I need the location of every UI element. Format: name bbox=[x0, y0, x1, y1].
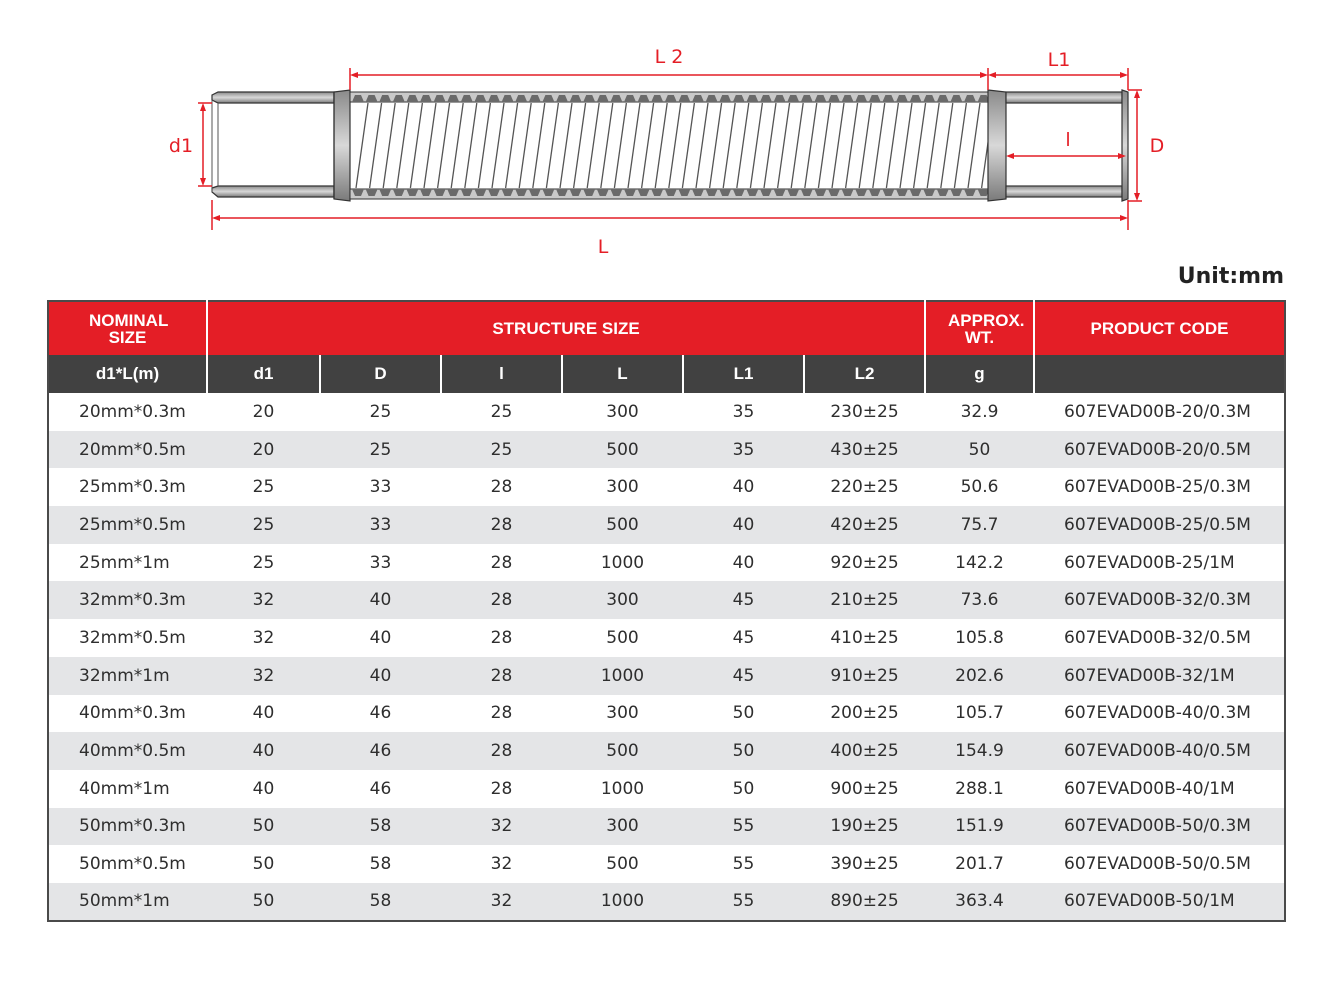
cell-weight: 105.8 bbox=[925, 619, 1034, 657]
column-header: d1 bbox=[207, 355, 320, 393]
corrugated-bellows bbox=[350, 92, 994, 199]
helix-line bbox=[574, 103, 586, 188]
helix-line bbox=[927, 103, 939, 188]
dim-label-d1: d1 bbox=[168, 135, 194, 157]
cell-length: 500 bbox=[562, 732, 683, 770]
cell-l: 25 bbox=[441, 431, 562, 469]
cell-l2: 220±25 bbox=[804, 468, 925, 506]
cell-weight: 288.1 bbox=[925, 770, 1034, 808]
cell-product-code: 607EVAD00B-50/1M bbox=[1034, 883, 1285, 921]
table-row bbox=[48, 732, 1285, 770]
helix-line bbox=[655, 103, 667, 188]
bellows-hose-dimension-diagram bbox=[0, 0, 1320, 270]
table-row bbox=[48, 506, 1285, 544]
cell-product-code: 607EVAD00B-50/0.3M bbox=[1034, 808, 1285, 846]
cell-l: 28 bbox=[441, 732, 562, 770]
cell-d1: 32 bbox=[207, 581, 320, 619]
table-row bbox=[48, 468, 1285, 506]
cell-l1: 50 bbox=[683, 732, 804, 770]
cell-product-code: 607EVAD00B-20/0.5M bbox=[1034, 431, 1285, 469]
header-group-row bbox=[48, 301, 1285, 355]
helix-line bbox=[465, 103, 477, 188]
helix-line bbox=[737, 103, 749, 188]
column-header-row bbox=[48, 355, 1285, 393]
dim-label-l: l bbox=[1065, 129, 1071, 151]
cell-weight: 202.6 bbox=[925, 657, 1034, 695]
cell-weight: 151.9 bbox=[925, 808, 1034, 846]
cell-l: 25 bbox=[441, 393, 562, 431]
header-product-code: PRODUCT CODE bbox=[1034, 301, 1285, 355]
cell-d1: 32 bbox=[207, 657, 320, 695]
cell-weight: 73.6 bbox=[925, 581, 1034, 619]
cell-l2: 430±25 bbox=[804, 431, 925, 469]
cell-outer-diameter: 46 bbox=[320, 770, 441, 808]
cell-length: 1000 bbox=[562, 657, 683, 695]
column-header: l bbox=[441, 355, 562, 393]
helix-line bbox=[410, 103, 422, 188]
helix-line bbox=[356, 103, 368, 188]
cell-l2: 190±25 bbox=[804, 808, 925, 846]
cell-l2: 390±25 bbox=[804, 845, 925, 883]
cell-weight: 32.9 bbox=[925, 393, 1034, 431]
cell-l1: 40 bbox=[683, 468, 804, 506]
helix-line bbox=[886, 103, 898, 188]
cell-outer-diameter: 46 bbox=[320, 732, 441, 770]
cell-l2: 200±25 bbox=[804, 695, 925, 733]
column-header: g bbox=[925, 355, 1034, 393]
column-header: L2 bbox=[804, 355, 925, 393]
cell-length: 500 bbox=[562, 619, 683, 657]
helix-line bbox=[370, 103, 382, 188]
cell-outer-diameter: 40 bbox=[320, 619, 441, 657]
cell-length: 1000 bbox=[562, 544, 683, 582]
cell-l: 28 bbox=[441, 544, 562, 582]
cell-length: 300 bbox=[562, 468, 683, 506]
cell-l2: 890±25 bbox=[804, 883, 925, 921]
table-row bbox=[48, 695, 1285, 733]
cell-l: 28 bbox=[441, 657, 562, 695]
cell-weight: 201.7 bbox=[925, 845, 1034, 883]
cell-product-code: 607EVAD00B-40/0.5M bbox=[1034, 732, 1285, 770]
helix-line bbox=[424, 103, 436, 188]
cell-weight: 50 bbox=[925, 431, 1034, 469]
helix-line bbox=[560, 103, 572, 188]
table-row bbox=[48, 393, 1285, 431]
cell-d1: 50 bbox=[207, 845, 320, 883]
helix-line bbox=[587, 103, 599, 188]
cell-nominal-size: 40mm*1m bbox=[48, 770, 207, 808]
helix-line bbox=[723, 103, 735, 188]
cell-nominal-size: 32mm*0.3m bbox=[48, 581, 207, 619]
cell-l: 28 bbox=[441, 695, 562, 733]
cell-d1: 40 bbox=[207, 695, 320, 733]
cell-length: 1000 bbox=[562, 770, 683, 808]
helix-line bbox=[954, 103, 966, 188]
cell-l: 32 bbox=[441, 845, 562, 883]
helix-line bbox=[546, 103, 558, 188]
helix-line bbox=[873, 103, 885, 188]
cell-outer-diameter: 58 bbox=[320, 808, 441, 846]
table-row bbox=[48, 883, 1285, 921]
cell-outer-diameter: 40 bbox=[320, 657, 441, 695]
dim-label-L2: L 2 bbox=[654, 46, 684, 68]
cell-nominal-size: 32mm*0.5m bbox=[48, 619, 207, 657]
dim-label-L1: L1 bbox=[1047, 49, 1071, 71]
cell-l: 28 bbox=[441, 581, 562, 619]
helix-line bbox=[914, 103, 926, 188]
cell-length: 1000 bbox=[562, 883, 683, 921]
helix-line bbox=[750, 103, 762, 188]
unit-label: Unit:mm bbox=[1177, 264, 1284, 289]
cell-outer-diameter: 40 bbox=[320, 581, 441, 619]
cell-outer-diameter: 33 bbox=[320, 544, 441, 582]
cell-length: 300 bbox=[562, 581, 683, 619]
cell-nominal-size: 50mm*0.5m bbox=[48, 845, 207, 883]
table-row bbox=[48, 657, 1285, 695]
cell-outer-diameter: 46 bbox=[320, 695, 441, 733]
helix-line bbox=[778, 103, 790, 188]
cell-product-code: 607EVAD00B-25/0.3M bbox=[1034, 468, 1285, 506]
helix-line bbox=[818, 103, 830, 188]
cell-outer-diameter: 25 bbox=[320, 431, 441, 469]
left-pipe-end bbox=[212, 90, 350, 201]
helix-line bbox=[601, 103, 613, 188]
cell-l: 32 bbox=[441, 883, 562, 921]
cell-d1: 50 bbox=[207, 883, 320, 921]
cell-d1: 32 bbox=[207, 619, 320, 657]
cell-nominal-size: 40mm*0.5m bbox=[48, 732, 207, 770]
cell-nominal-size: 25mm*0.3m bbox=[48, 468, 207, 506]
cell-outer-diameter: 33 bbox=[320, 506, 441, 544]
helix-line bbox=[764, 103, 776, 188]
cell-l2: 410±25 bbox=[804, 619, 925, 657]
cell-nominal-size: 50mm*0.3m bbox=[48, 808, 207, 846]
cell-d1: 50 bbox=[207, 808, 320, 846]
helix-line bbox=[397, 103, 409, 188]
cell-l1: 40 bbox=[683, 506, 804, 544]
helix-line bbox=[791, 103, 803, 188]
cell-weight: 142.2 bbox=[925, 544, 1034, 582]
cell-length: 300 bbox=[562, 808, 683, 846]
cell-product-code: 607EVAD00B-32/0.5M bbox=[1034, 619, 1285, 657]
header-nominal-size: NOMINAL SIZE bbox=[48, 301, 207, 355]
column-header: D bbox=[320, 355, 441, 393]
helix-line bbox=[682, 103, 694, 188]
cell-outer-diameter: 25 bbox=[320, 393, 441, 431]
cell-l: 28 bbox=[441, 506, 562, 544]
helix-line bbox=[832, 103, 844, 188]
table-row bbox=[48, 619, 1285, 657]
helix-line bbox=[968, 103, 980, 188]
cell-l2: 400±25 bbox=[804, 732, 925, 770]
cell-nominal-size: 32mm*1m bbox=[48, 657, 207, 695]
helix-line bbox=[438, 103, 450, 188]
cell-l: 28 bbox=[441, 468, 562, 506]
cell-d1: 25 bbox=[207, 468, 320, 506]
column-header: d1*L(m) bbox=[48, 355, 207, 393]
helix-line bbox=[859, 103, 871, 188]
helix-line bbox=[492, 103, 504, 188]
cell-nominal-size: 50mm*1m bbox=[48, 883, 207, 921]
cell-l: 32 bbox=[441, 808, 562, 846]
cell-l1: 55 bbox=[683, 808, 804, 846]
cell-l2: 910±25 bbox=[804, 657, 925, 695]
cell-product-code: 607EVAD00B-50/0.5M bbox=[1034, 845, 1285, 883]
column-header bbox=[1034, 355, 1285, 393]
cell-product-code: 607EVAD00B-32/1M bbox=[1034, 657, 1285, 695]
right-pipe-end bbox=[988, 90, 1128, 201]
helix-line bbox=[451, 103, 463, 188]
cell-l1: 40 bbox=[683, 544, 804, 582]
helix-line bbox=[846, 103, 858, 188]
cell-d1: 25 bbox=[207, 506, 320, 544]
helix-line bbox=[642, 103, 654, 188]
cell-l1: 45 bbox=[683, 657, 804, 695]
cell-d1: 40 bbox=[207, 770, 320, 808]
cell-product-code: 607EVAD00B-25/1M bbox=[1034, 544, 1285, 582]
cell-l1: 45 bbox=[683, 581, 804, 619]
cell-d1: 40 bbox=[207, 732, 320, 770]
table-row bbox=[48, 544, 1285, 582]
cell-outer-diameter: 33 bbox=[320, 468, 441, 506]
cell-l: 28 bbox=[441, 619, 562, 657]
cell-l1: 35 bbox=[683, 393, 804, 431]
cell-product-code: 607EVAD00B-32/0.3M bbox=[1034, 581, 1285, 619]
cell-l1: 55 bbox=[683, 845, 804, 883]
column-header: L bbox=[562, 355, 683, 393]
cell-length: 500 bbox=[562, 506, 683, 544]
cell-product-code: 607EVAD00B-20/0.3M bbox=[1034, 393, 1285, 431]
cell-l2: 230±25 bbox=[804, 393, 925, 431]
cell-length: 500 bbox=[562, 431, 683, 469]
cell-weight: 363.4 bbox=[925, 883, 1034, 921]
cell-l1: 55 bbox=[683, 883, 804, 921]
cell-weight: 154.9 bbox=[925, 732, 1034, 770]
helix-line bbox=[478, 103, 490, 188]
dim-label-L: L bbox=[597, 236, 609, 258]
helix-line bbox=[506, 103, 518, 188]
cell-length: 300 bbox=[562, 393, 683, 431]
helix-line bbox=[710, 103, 722, 188]
cell-product-code: 607EVAD00B-40/0.3M bbox=[1034, 695, 1285, 733]
cell-l2: 900±25 bbox=[804, 770, 925, 808]
cell-length: 500 bbox=[562, 845, 683, 883]
table-row bbox=[48, 845, 1285, 883]
cell-nominal-size: 20mm*0.3m bbox=[48, 393, 207, 431]
cell-nominal-size: 25mm*1m bbox=[48, 544, 207, 582]
helix-line bbox=[669, 103, 681, 188]
dim-label-D: D bbox=[1149, 135, 1165, 157]
header-structure-size: STRUCTURE SIZE bbox=[207, 301, 925, 355]
helix-line bbox=[383, 103, 395, 188]
cell-weight: 50.6 bbox=[925, 468, 1034, 506]
cell-length: 300 bbox=[562, 695, 683, 733]
cell-product-code: 607EVAD00B-25/0.5M bbox=[1034, 506, 1285, 544]
cell-l1: 50 bbox=[683, 770, 804, 808]
header-approx-wt: APPROX. WT. bbox=[925, 301, 1034, 355]
cell-l1: 50 bbox=[683, 695, 804, 733]
column-header: L1 bbox=[683, 355, 804, 393]
cell-l2: 920±25 bbox=[804, 544, 925, 582]
helix-line bbox=[941, 103, 953, 188]
table-row bbox=[48, 431, 1285, 469]
cell-l: 28 bbox=[441, 770, 562, 808]
table-row bbox=[48, 808, 1285, 846]
cell-l2: 420±25 bbox=[804, 506, 925, 544]
cell-nominal-size: 40mm*0.3m bbox=[48, 695, 207, 733]
helix-line bbox=[805, 103, 817, 188]
cell-l1: 35 bbox=[683, 431, 804, 469]
cell-l2: 210±25 bbox=[804, 581, 925, 619]
cell-d1: 20 bbox=[207, 431, 320, 469]
helix-line bbox=[614, 103, 626, 188]
cell-d1: 20 bbox=[207, 393, 320, 431]
cell-outer-diameter: 58 bbox=[320, 883, 441, 921]
helix-line bbox=[696, 103, 708, 188]
helix-line bbox=[533, 103, 545, 188]
cell-nominal-size: 20mm*0.5m bbox=[48, 431, 207, 469]
cell-outer-diameter: 58 bbox=[320, 845, 441, 883]
cell-nominal-size: 25mm*0.5m bbox=[48, 506, 207, 544]
cell-l1: 45 bbox=[683, 619, 804, 657]
helix-line bbox=[519, 103, 531, 188]
cell-product-code: 607EVAD00B-40/1M bbox=[1034, 770, 1285, 808]
cell-weight: 105.7 bbox=[925, 695, 1034, 733]
helix-line bbox=[628, 103, 640, 188]
table-row bbox=[48, 770, 1285, 808]
cell-weight: 75.7 bbox=[925, 506, 1034, 544]
cell-d1: 25 bbox=[207, 544, 320, 582]
helix-line bbox=[900, 103, 912, 188]
table-row bbox=[48, 581, 1285, 619]
specification-table bbox=[47, 300, 1286, 922]
